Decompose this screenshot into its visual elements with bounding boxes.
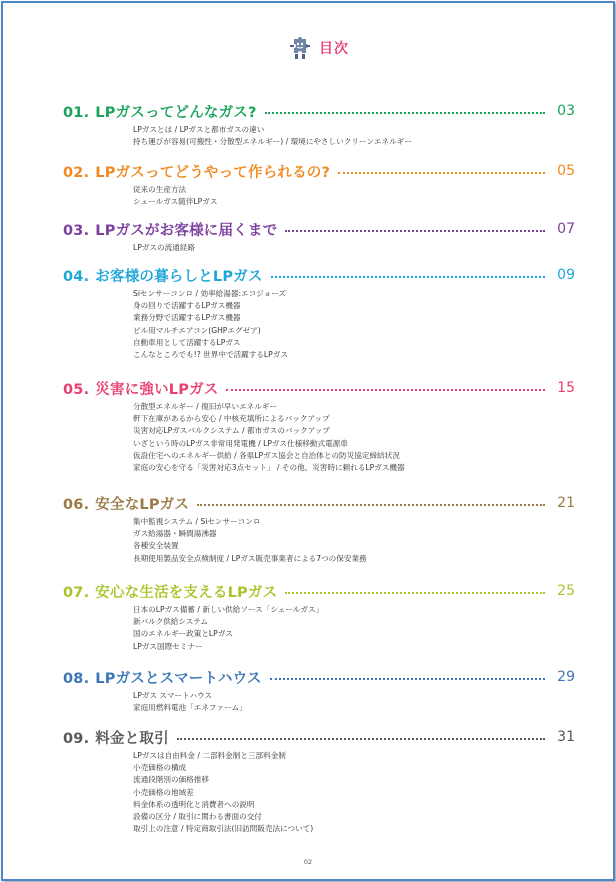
dot-leader xyxy=(285,230,545,232)
section-heading[interactable] xyxy=(63,265,575,285)
list-item: いざという時のLPガス非常用発電機 / LPガス仕様移動式電源車 xyxy=(133,438,348,448)
section-items xyxy=(133,750,575,835)
section-items xyxy=(133,516,575,565)
list-item: 自動車用として活躍するLPガス xyxy=(133,337,241,347)
section-title-text: LPガスとスマートハウス xyxy=(95,670,262,687)
section-number: 06. xyxy=(63,496,90,513)
list-item: シェールガス随伴LPガス xyxy=(133,197,218,207)
section-page: 31 xyxy=(557,729,575,745)
section-number: 09. xyxy=(63,730,90,747)
section-title xyxy=(63,493,189,514)
toc-section-07 xyxy=(63,581,575,653)
page-number: 02 xyxy=(303,858,313,866)
section-items xyxy=(133,242,575,254)
section-title-text: 安心な生活を支えるLPガス xyxy=(95,584,278,601)
section-title xyxy=(63,581,277,602)
section-number: 05. xyxy=(63,381,90,398)
section-title-text: 災害に強いLPガス xyxy=(95,381,219,398)
section-heading[interactable] xyxy=(63,581,575,601)
list-item: ビル用マルチエアコン(GHPエグゼア) xyxy=(133,325,261,335)
toc-header xyxy=(287,35,349,61)
section-title-text: LPガスがお客様に届くまで xyxy=(95,222,278,239)
list-item: 軒下在庫があるから安心 / 中核充填所によるバックアップ xyxy=(133,414,330,424)
list-item: LPガスとは / LPガスと都市ガスの違い xyxy=(133,125,265,134)
list-item: 身の回りで活躍するLPガス機器 xyxy=(133,301,241,311)
toc-section-03 xyxy=(63,219,575,254)
list-item: 長期使用製品安全点検制度 / LPガス販売事業者による7つの保安業務 xyxy=(133,553,367,563)
list-item: 仮設住宅へのエネルギー供給 / 各県LPガス協会と自治体との防災協定締結状況 xyxy=(133,450,400,460)
dot-leader xyxy=(197,504,545,506)
list-item: 設備の区分 / 取引に関わる書面の交付 xyxy=(133,812,262,822)
section-items xyxy=(133,124,575,148)
section-title xyxy=(63,161,330,182)
list-item: 小売価格の地域差 xyxy=(133,787,194,797)
list-item: Siセンサーコンロ / 効率給湯器:エコジョーズ xyxy=(133,289,287,298)
toc-section-08 xyxy=(63,667,575,714)
section-heading[interactable] xyxy=(63,667,575,687)
list-item: LPガス スマートハウス xyxy=(133,691,213,700)
section-page: 29 xyxy=(557,669,575,685)
dot-leader xyxy=(265,112,545,114)
section-number: 08. xyxy=(63,670,90,687)
list-item: 分散型エネルギー / 復旧が早いエネルギー xyxy=(133,402,278,411)
section-title-text: LPガスってどうやって作られるの? xyxy=(95,164,331,181)
section-title-text: LPガスってどんなガス? xyxy=(95,104,257,121)
section-title-text: 安全なLPガス xyxy=(95,496,190,513)
section-heading[interactable] xyxy=(63,493,575,513)
list-item: LPガスの流通経路 xyxy=(133,243,195,252)
page-title: 目次 xyxy=(319,41,349,57)
section-items xyxy=(133,288,575,361)
list-item: 新バルク供給システム xyxy=(133,617,209,627)
section-items xyxy=(133,604,575,653)
toc-section-09 xyxy=(63,727,575,835)
section-items xyxy=(133,690,575,714)
dot-leader xyxy=(270,678,545,680)
section-heading[interactable] xyxy=(63,101,575,121)
list-item: 料金体系の透明化と消費者への説明 xyxy=(133,799,255,809)
list-item: 持ち運びが容易(可搬性・分散型エネルギー) / 環境にやさしいクリーンエネルギー xyxy=(133,137,412,147)
section-title xyxy=(63,378,218,399)
toc-page xyxy=(1,1,615,881)
dot-leader xyxy=(226,389,545,391)
section-heading[interactable] xyxy=(63,161,575,181)
toc-section-02 xyxy=(63,161,575,208)
section-page: 09 xyxy=(557,267,575,283)
section-number: 02. xyxy=(63,164,90,181)
section-page: 21 xyxy=(557,495,575,511)
toc-section-06 xyxy=(63,493,575,565)
section-number: 03. xyxy=(63,222,90,239)
list-item: 災害対応LPガスバルクシステム / 都市ガスのバックアップ xyxy=(133,426,330,436)
list-item: 日本のLPガス備蓄 / 新しい供給ソース「シェールガス」 xyxy=(133,605,324,614)
list-item: ガス給湯器・瞬間湯沸器 xyxy=(133,529,217,539)
section-title xyxy=(63,727,169,748)
list-item: 家庭の安心を守る「災害対応3点セット」 / その他、災害時に頼れるLPガス機器 xyxy=(133,463,405,473)
list-item: 家庭用燃料電池「エネファーム」 xyxy=(133,703,247,713)
list-item: こんなところでも!? 世界中で活躍するLPガス xyxy=(133,350,288,360)
section-number: 07. xyxy=(63,584,90,601)
list-item: 従来の生産方法 xyxy=(133,185,187,194)
section-heading[interactable] xyxy=(63,727,575,747)
section-title xyxy=(63,265,263,286)
dot-leader xyxy=(177,738,545,740)
list-item: 国のエネルギー政策とLPガス xyxy=(133,629,233,639)
section-page: 15 xyxy=(557,380,575,396)
list-item: 集中監視システム / Siセンサーコンロ xyxy=(133,517,261,526)
section-page: 25 xyxy=(557,583,575,599)
list-item: 小売価格の構成 xyxy=(133,763,187,773)
section-number: 01. xyxy=(63,104,90,121)
section-title xyxy=(63,219,277,240)
section-page: 03 xyxy=(557,103,575,119)
section-heading[interactable] xyxy=(63,378,575,398)
section-title xyxy=(63,667,262,688)
section-number: 04. xyxy=(63,268,90,285)
section-heading[interactable] xyxy=(63,219,575,239)
list-item: 流通段階別の価格推移 xyxy=(133,775,209,785)
section-title-text: お客様の暮らしとLPガス xyxy=(95,268,263,285)
list-item: LPガス国際セミナー xyxy=(133,641,203,651)
list-item: LPガスは自由料金 / 二部料金制と三部料金制 xyxy=(133,751,286,760)
toc-section-01 xyxy=(63,101,575,148)
dot-leader xyxy=(271,276,545,278)
toc-section-05 xyxy=(63,378,575,474)
toc-section-04 xyxy=(63,265,575,361)
dot-leader xyxy=(338,172,545,174)
section-title-text: 料金と取引 xyxy=(95,730,169,747)
section-items xyxy=(133,184,575,208)
section-page: 05 xyxy=(557,163,575,179)
dot-leader xyxy=(285,592,545,594)
section-page: 07 xyxy=(557,221,575,237)
list-item: 業務分野で活躍するLPガス機器 xyxy=(133,313,241,323)
section-title xyxy=(63,101,257,122)
list-item: 取引上の注意 / 特定商取引法(旧訪問販売法について) xyxy=(133,824,314,834)
section-items xyxy=(133,401,575,474)
puzzle-character-icon xyxy=(287,35,313,61)
list-item: 各種安全装置 xyxy=(133,541,179,551)
